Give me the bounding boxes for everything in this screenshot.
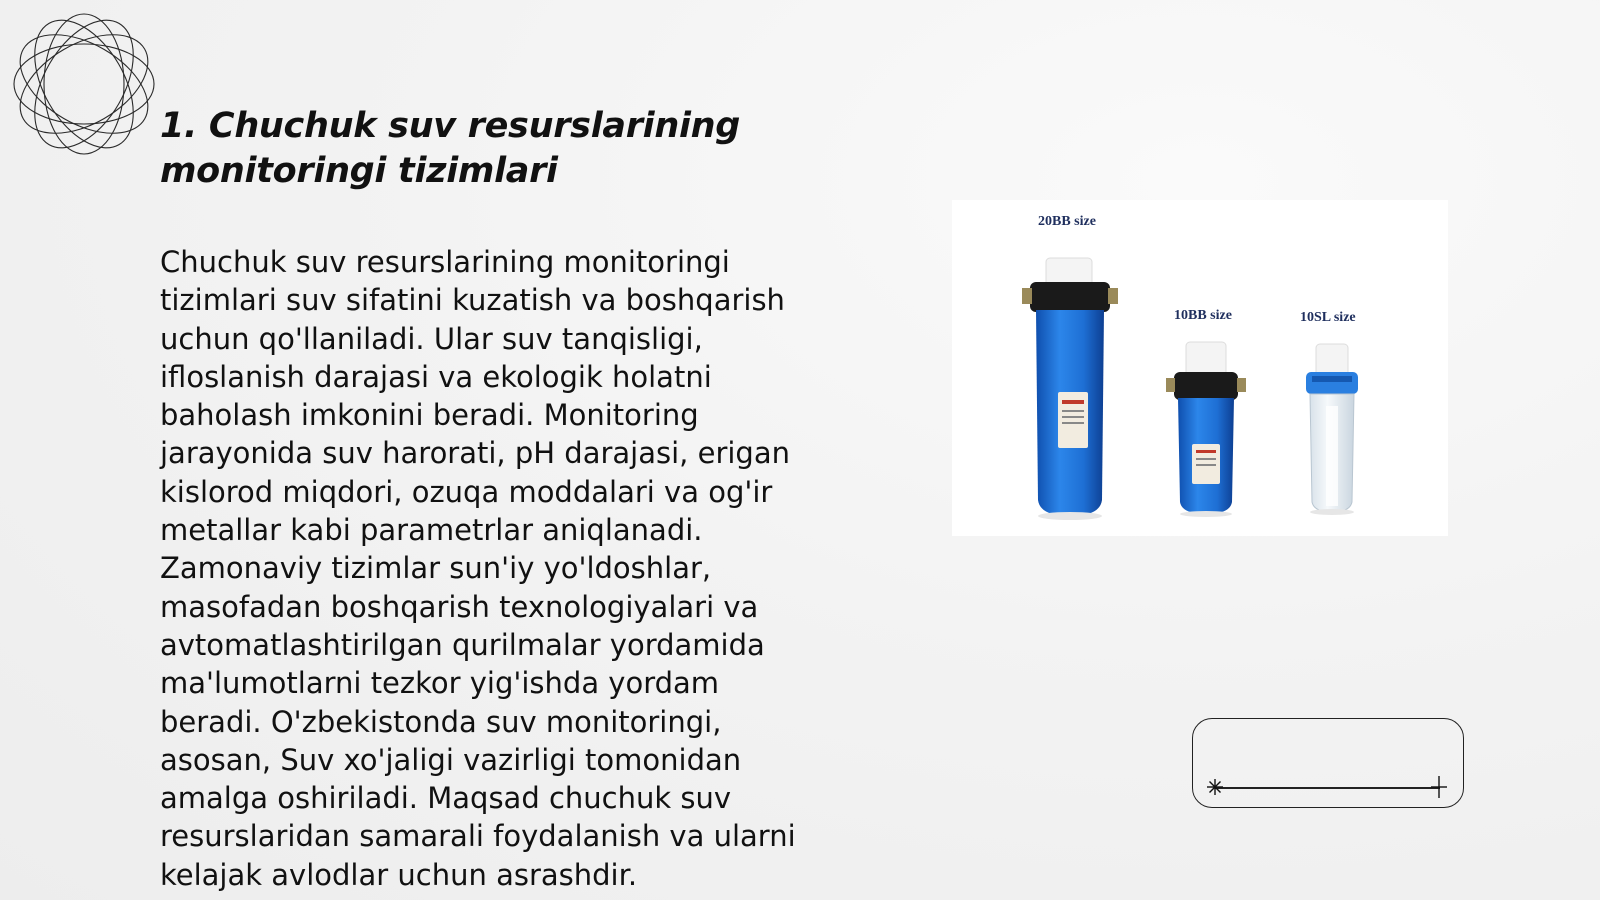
slider-line	[1215, 787, 1440, 789]
water-filter-photo	[952, 200, 1448, 536]
filter-10bb	[1166, 342, 1246, 517]
slide-title: 1. Chuchuk suv resurslarining monitoringi tizimlari	[160, 106, 741, 191]
filter-20bb	[1022, 258, 1118, 520]
filter-caption-10sl: 10SL size	[1300, 310, 1356, 325]
filter-caption-10bb: 10BB size	[1174, 308, 1232, 323]
filter-10sl	[1306, 344, 1358, 515]
filter-caption-20bb: 20BB size	[1038, 214, 1096, 229]
plus-icon	[1427, 775, 1451, 799]
slide-body-text: Chuchuk suv resurslarining monitoringi tizimlari suv sifatini kuzatish va boshqarish uchun qo'llaniladi. Ular suv tanqisligi, ifloslanish darajasi va ekologik holatni baholash imkonini beradi. Monitoring jarayonida suv harorati, pH darajasi, erigan kislorod miqdori, ozuqa moddalari va og'ir metallar kabi parametrlar aniqlanadi. Zamonaviy tizimlar sun'iy yo'ldoshlar, masofadan boshqarish texnologiyalari va avtomatlashtirilgan qurilmalar yordamida ma'lumotlarni tezkor yig'ishda yordam beradi. O'zbekistonda suv monitoringi, asosan, Suv xo'jaligi vazirligi tomonidan amalga oshiriladi. Maqsad chuchuk suv resurslaridan samarali foydalanish va ularni kelajak avlodlar uchun asrashdir.	[160, 245, 796, 892]
geometric-rings-icon	[10, 10, 158, 158]
sparkle-icon	[1205, 777, 1225, 797]
decorative-slider-frame	[1192, 718, 1464, 808]
